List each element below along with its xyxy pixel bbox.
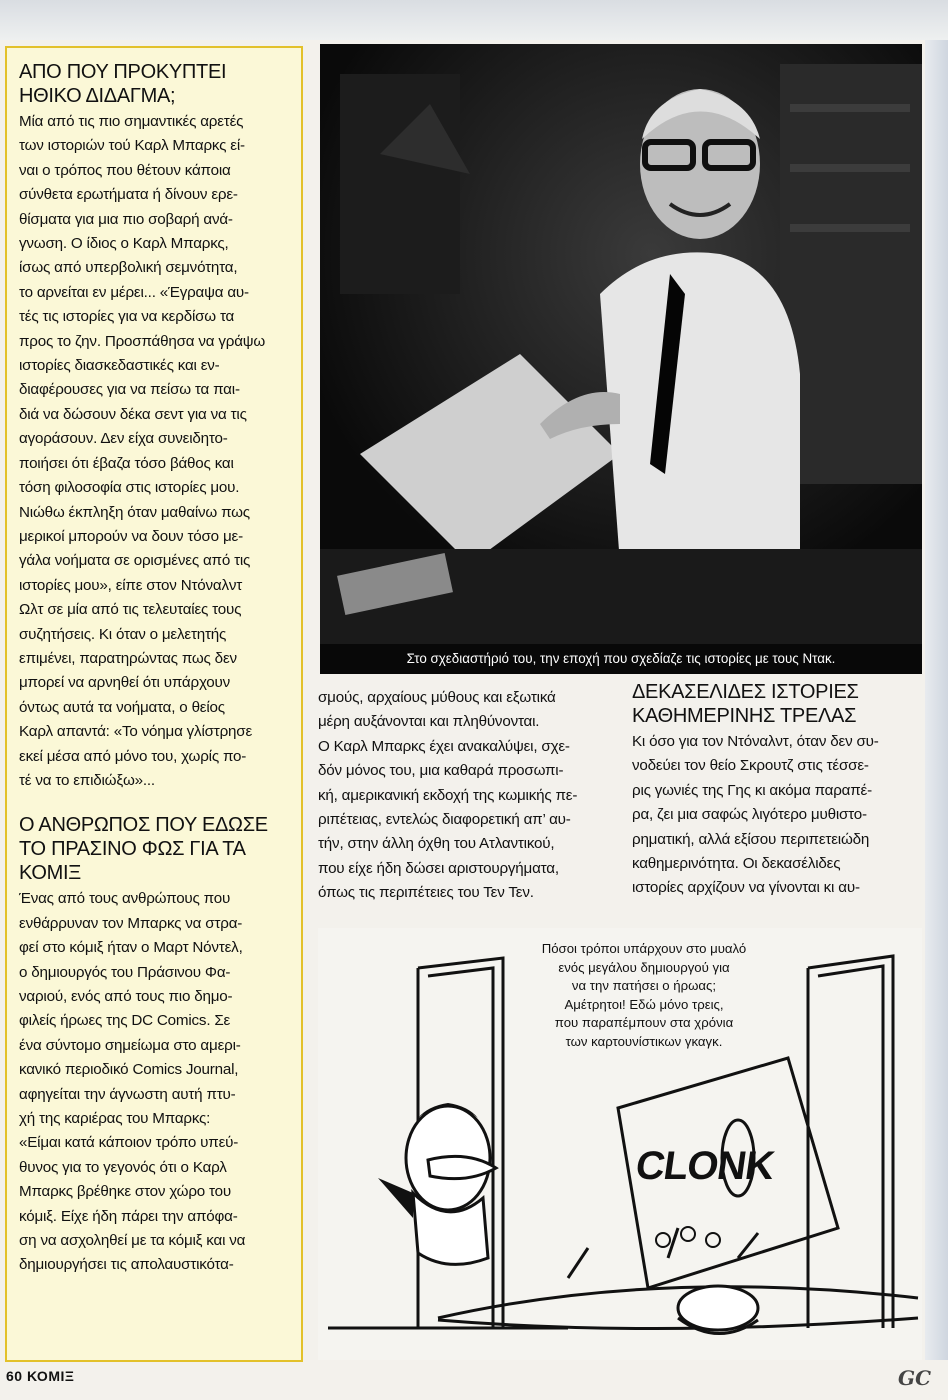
cartoon-sound-effect: CLONK <box>632 1144 777 1188</box>
photo-caption: Στο σχεδιαστήριό του, την εποχή που σχεδίαζε τις ιστορίες με τους Ντακ. <box>320 644 922 674</box>
photo-panel <box>320 44 922 674</box>
corner-mark: GC <box>898 1366 931 1390</box>
cartoon-panel <box>318 928 922 1360</box>
sidebar-text-moral: Μία από τις πιο σημαντικές αρετές των ιστοριών τού Καρλ Μπαρκς εί- ναι ο τρόπος που θέτουν κάποια σύνθετα ερωτήματα ή δίνουν ερε- θίσματα για μια πιο σοβαρή ανά- γνωση. Ο ίδιος ο Καρλ Μπαρκς, ίσως από υπερβολική σεμνότητα, το αρνείται εν μέρει... «Έγραψα αυ- τές τις ιστορίες για να κερδίσω τα προς το ζην. Προσπάθησα να γράψω ιστορίες διασκεδαστικές και εν- διαφέρουσες για να πείσω τα παι- διά να δώσουν δέκα σεντ για να τις αγοράσουν. Δεν είχα συνειδητο- ποιήσει ότι έβαζα τόσο βάθος και τόση φιλοσοφία στις ιστορίες μου. Νιώθω έκπληξη όταν μαθαίνω πως μερικοί μπορούν να δουν τόσο με- γάλα νοήματα σε ορισμένες από τις ιστορίες μου», είπε στον Ντόναλντ Ωλτ σε μία από τις τελευταίες τους συζητήσεις. Κι όταν ο μελετητής επιμένει, παρατηρώντας πως δεν μπορεί να αρνηθεί ότι υπάρχουν όντως αυτά τα νοήματα, ο θείος Καρλ απαντά: «Το νόημα γλίστρησε εκεί μέσα από μόνο του, χωρίς πο- τέ να το επιδιώξω»... <box>19 113 266 789</box>
column-two <box>318 684 622 906</box>
column-three <box>632 680 922 901</box>
right-bleed-strip <box>925 40 948 1360</box>
column-three-text: Κι όσο για τον Ντόναλντ, όταν δεν συ- νοδεύει τον θείο Σκρουτζ στις τέσσε- ρις γωνιές της Γης κι ακόμα παραπέ- ρα, ζει μια σαφώς λιγότερο μυθιστο- ρηματική, αλλά εξίσου περιπετειώδη καθημερινότητα. Οι δεκασέλιδες ιστορίες αρχίζουν να γίνονται κι αυ- <box>632 733 879 897</box>
sidebar-heading-moral: ΑΠΟ ΠΟΥ ΠΡΟΚΥΠΤΕΙ ΗΘΙΚΟ ΔΙΔΑΓΜΑ; <box>19 61 227 107</box>
sidebar-text-green-light: Ένας από τους ανθρώπους που ενθάρρυναν τον Μπαρκς να στρα- φεί στο κόμιξ ήταν ο Μαρτ Νόντελ, ο δημιουργός του Πράσινου Φα- ναριού, ενός από τους πιο δημο- φιλείς ήρωες της DC Comics. Σε ένα σύντομο σημείωμα στο αμερι- κανικό περιοδικό Comics Journal, αφηγείται την άγνωστη αυτή πτυ- χή της καριέρας του Μπαρκς: «Είμαι κατά κάποιον τρόπο υπεύ- θυνος για το γεγονός ότι ο Καρλ Μπαρκς βρέθηκε στον χώρο του κόμιξ. Είχε ήδη πάρει την απόφα- ση να ασχοληθεί με τα κόμιξ και να δημιουργήσει τις απολαυστικότα- <box>19 890 246 1274</box>
cartoon-balloon-text: Πόσοι τρόποι υπάρχουν στο μυαλό ενός μεγάλου δημιουργού για να την πατήσει ο ήρωας; Αμέτρητοι! Εδώ μόνο τρεις, που παραπέμπουν στα χρόνια των καρτουνίστικων γκαγκ. <box>541 941 747 1049</box>
page-folio: 60 ΚΟΜΙΞ <box>6 1368 75 1384</box>
photo-illustration <box>320 44 922 644</box>
sidebar-heading-green-light: Ο ΑΝΘΡΩΠΟΣ ΠΟΥ ΕΔΩΣΕ ΤΟ ΠΡΑΣΙΝΟ ΦΩΣ ΓΙΑ ΤΑ ΚΟΜΙΞ <box>19 814 268 885</box>
column-three-heading: ΔΕΚΑΣΕΛΙΔΕΣ ΙΣΤΟΡΙΕΣ ΚΑΘΗΜΕΡΙΝΗΣ ΤΡΕΛΑΣ <box>632 681 859 727</box>
sidebar-box <box>5 46 303 1362</box>
top-bleed-strip <box>0 0 948 40</box>
column-two-text: σμούς, αρχαίους μύθους και εξωτικά μέρη αυξάνονται και πληθύνονται. Ο Καρλ Μπαρκς έχει ανακαλύψει, σχε- δόν μόνος του, μια καθαρά προσωπι- κή, αμερικανική εκδοχή της κωμικής πε- ριπέτειας, εντελώς διαφορετική απ’ αυ- τήν, στην άλλη όχθη του Ατλαντικού, που είχε ήδη δώσει αριστουργήματα, όπως τις περιπέτειες του Τεν Τεν. <box>318 689 578 902</box>
spacer <box>19 793 291 813</box>
